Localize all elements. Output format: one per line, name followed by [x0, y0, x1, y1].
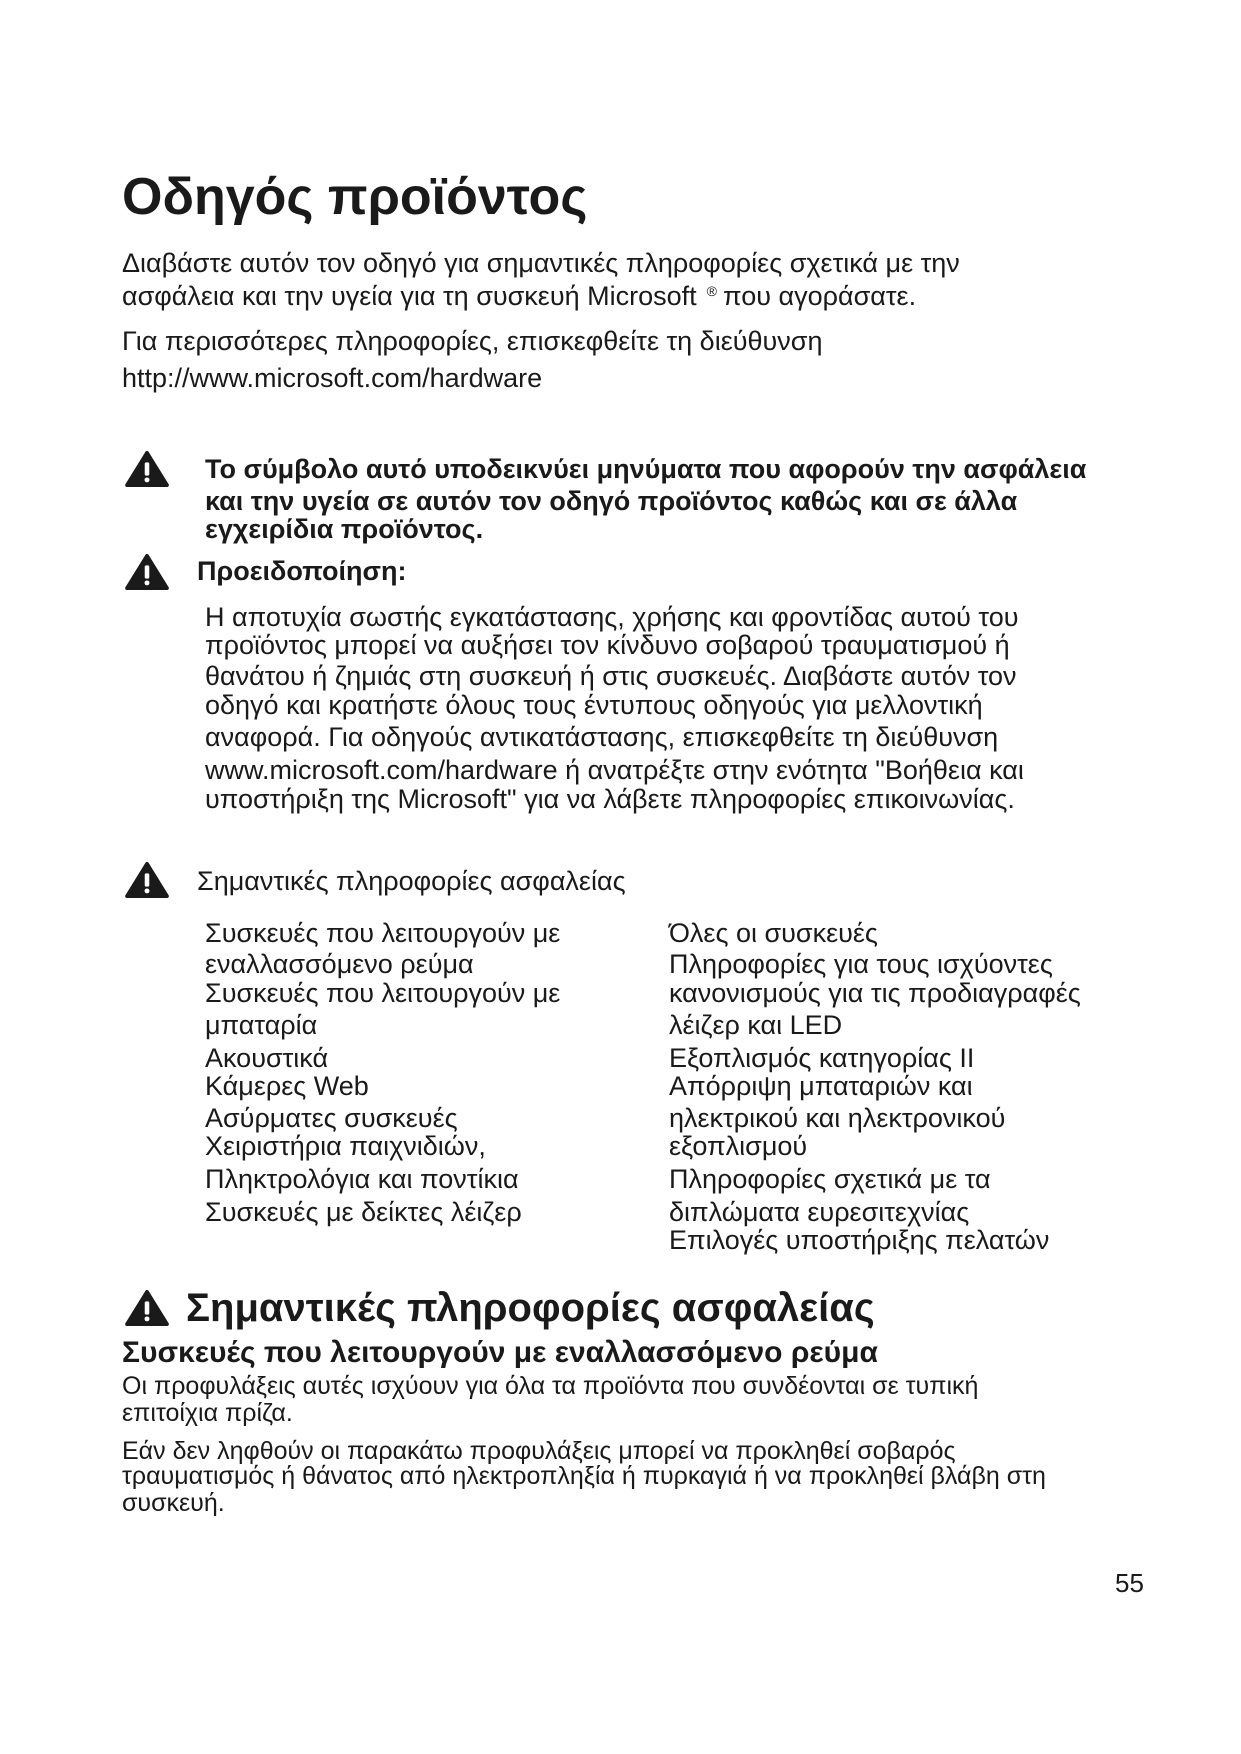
- section-heading: Σημαντικές πληροφορίες ασφαλείας: [186, 1286, 875, 1330]
- warning-triangle-icon: [124, 1289, 170, 1327]
- section-paragraph-line: συσκευή.: [122, 1489, 225, 1517]
- page-title: Οδηγός προϊόντος: [122, 168, 588, 226]
- section-subheading: Συσκευές που λειτουργούν με εναλλασσόμενο ρεύμα: [122, 1336, 878, 1369]
- warning-line: αναφορά. Για οδηγούς αντικατάστασης, επισκεφθείτε τη διεύθυνση: [205, 722, 999, 752]
- contents-item-line: Απόρριψη μπαταριών και: [669, 1071, 973, 1101]
- warning-line: οδηγό και κρατήστε όλους τους έντυπους οδηγούς για μελλοντική: [205, 690, 983, 720]
- contents-item-line: Όλες οι συσκευές: [669, 918, 878, 948]
- contents-item-line: λέιζερ και LED: [669, 1010, 843, 1040]
- hardware-url: http://www.microsoft.com/hardware: [122, 363, 543, 393]
- warning-line: Η αποτυχία σωστής εγκατάστασης, χρήσης και φροντίδας αυτού του: [205, 602, 1019, 632]
- warning-line: προϊόντος μπορεί να αυξήσει τον κίνδυνο σοβαρού τραυματισμού ή: [205, 630, 1010, 660]
- warning-triangle-icon: [124, 861, 170, 899]
- contents-item-line: εξοπλισμού: [669, 1131, 808, 1161]
- contents-item-line: μπαταρία: [205, 1010, 318, 1040]
- contents-item-line: ηλεκτρικού και ηλεκτρονικού: [669, 1103, 1006, 1133]
- contents-item-line: Ακουστικά: [205, 1043, 329, 1073]
- intro-text: που αγοράσατε.: [722, 281, 917, 311]
- contents-item-line: Επιλογές υποστήριξης πελατών: [669, 1225, 1050, 1255]
- symbol-note-line: Το σύμβολο αυτό υποδεικνύει μηνύματα που αφορούν την ασφάλεια: [205, 454, 1087, 484]
- contents-item-line: Πληκτρολόγια και ποντίκια: [205, 1164, 519, 1194]
- contents-item-line: Χειριστήρια παιχνιδιών,: [205, 1131, 486, 1161]
- contents-item-line: κανονισμούς για τις προδιαγραφές: [669, 978, 1081, 1008]
- warning-line: υποστήριξη της Microsoft" για να λάβετε πληροφορίες επικοινωνίας.: [205, 784, 1015, 814]
- contents-item-line: διπλώματα ευρεσιτεχνίας: [669, 1197, 970, 1227]
- warning-line: θανάτου ή ζημιάς στη συσκευή ή στις συσκευές. Διαβάστε αυτόν τον: [205, 661, 1017, 691]
- intro-line: [122, 276, 916, 311]
- section-paragraph-line: τραυματισμός ή θάνατος από ηλεκτροπληξία ή πυρκαγιά ή να προκληθεί βλάβη στη: [122, 1462, 1046, 1490]
- contents-item-line: Συσκευές που λειτουργούν με: [205, 978, 561, 1008]
- contents-heading: Σημαντικές πληροφορίες ασφαλείας: [197, 866, 626, 896]
- more-info-text: Για περισσότερες πληροφορίες, επισκεφθείτε τη διεύθυνση: [122, 326, 823, 356]
- symbol-note-line: και την υγεία σε αυτόν τον οδηγό προϊόντος καθώς και σε άλλα: [205, 486, 1018, 516]
- warning-triangle-icon: [124, 450, 170, 488]
- symbol-note-line: εγχειρίδια προϊόντος.: [205, 514, 484, 544]
- contents-item-line: Ασύρματες συσκευές: [205, 1103, 458, 1133]
- section-paragraph-line: Οι προφυλάξεις αυτές ισχύουν για όλα τα προϊόντα που συνδέονται σε τυπική: [122, 1372, 979, 1400]
- intro-text: ασφάλεια και την υγεία για τη συσκευή Microsoft: [122, 281, 697, 311]
- contents-item-line: Πληροφορίες για τους ισχύοντες: [669, 949, 1053, 979]
- page-number: 55: [1115, 1568, 1144, 1598]
- contents-item-line: Πληροφορίες σχετικά με τα: [669, 1164, 991, 1194]
- section-paragraph-line: επιτοίχια πρίζα.: [122, 1399, 293, 1427]
- section-paragraph-line: Εάν δεν ληφθούν οι παρακάτω προφυλάξεις μπορεί να προκληθεί σοβαρός: [122, 1437, 956, 1465]
- intro-line: Διαβάστε αυτόν τον οδηγό για σημαντικές πληροφορίες σχετικά με την: [122, 248, 960, 278]
- warning-line: www.microsoft.com/hardware ή ανατρέξτε στην ενότητα "Βοήθεια και: [205, 755, 1024, 785]
- contents-item-line: Κάμερες Web: [205, 1071, 369, 1101]
- contents-item-line: εναλλασσόμενο ρεύμα: [205, 949, 474, 979]
- warning-triangle-icon: [124, 553, 170, 591]
- warning-heading: Προειδοποίηση:: [197, 556, 407, 586]
- contents-item-line: Εξοπλισμός κατηγορίας II: [669, 1043, 975, 1073]
- contents-item-line: Συσκευές που λειτουργούν με: [205, 918, 561, 948]
- contents-item-line: Συσκευές με δείκτες λέιζερ: [205, 1197, 522, 1227]
- registered-mark: ®: [706, 283, 717, 299]
